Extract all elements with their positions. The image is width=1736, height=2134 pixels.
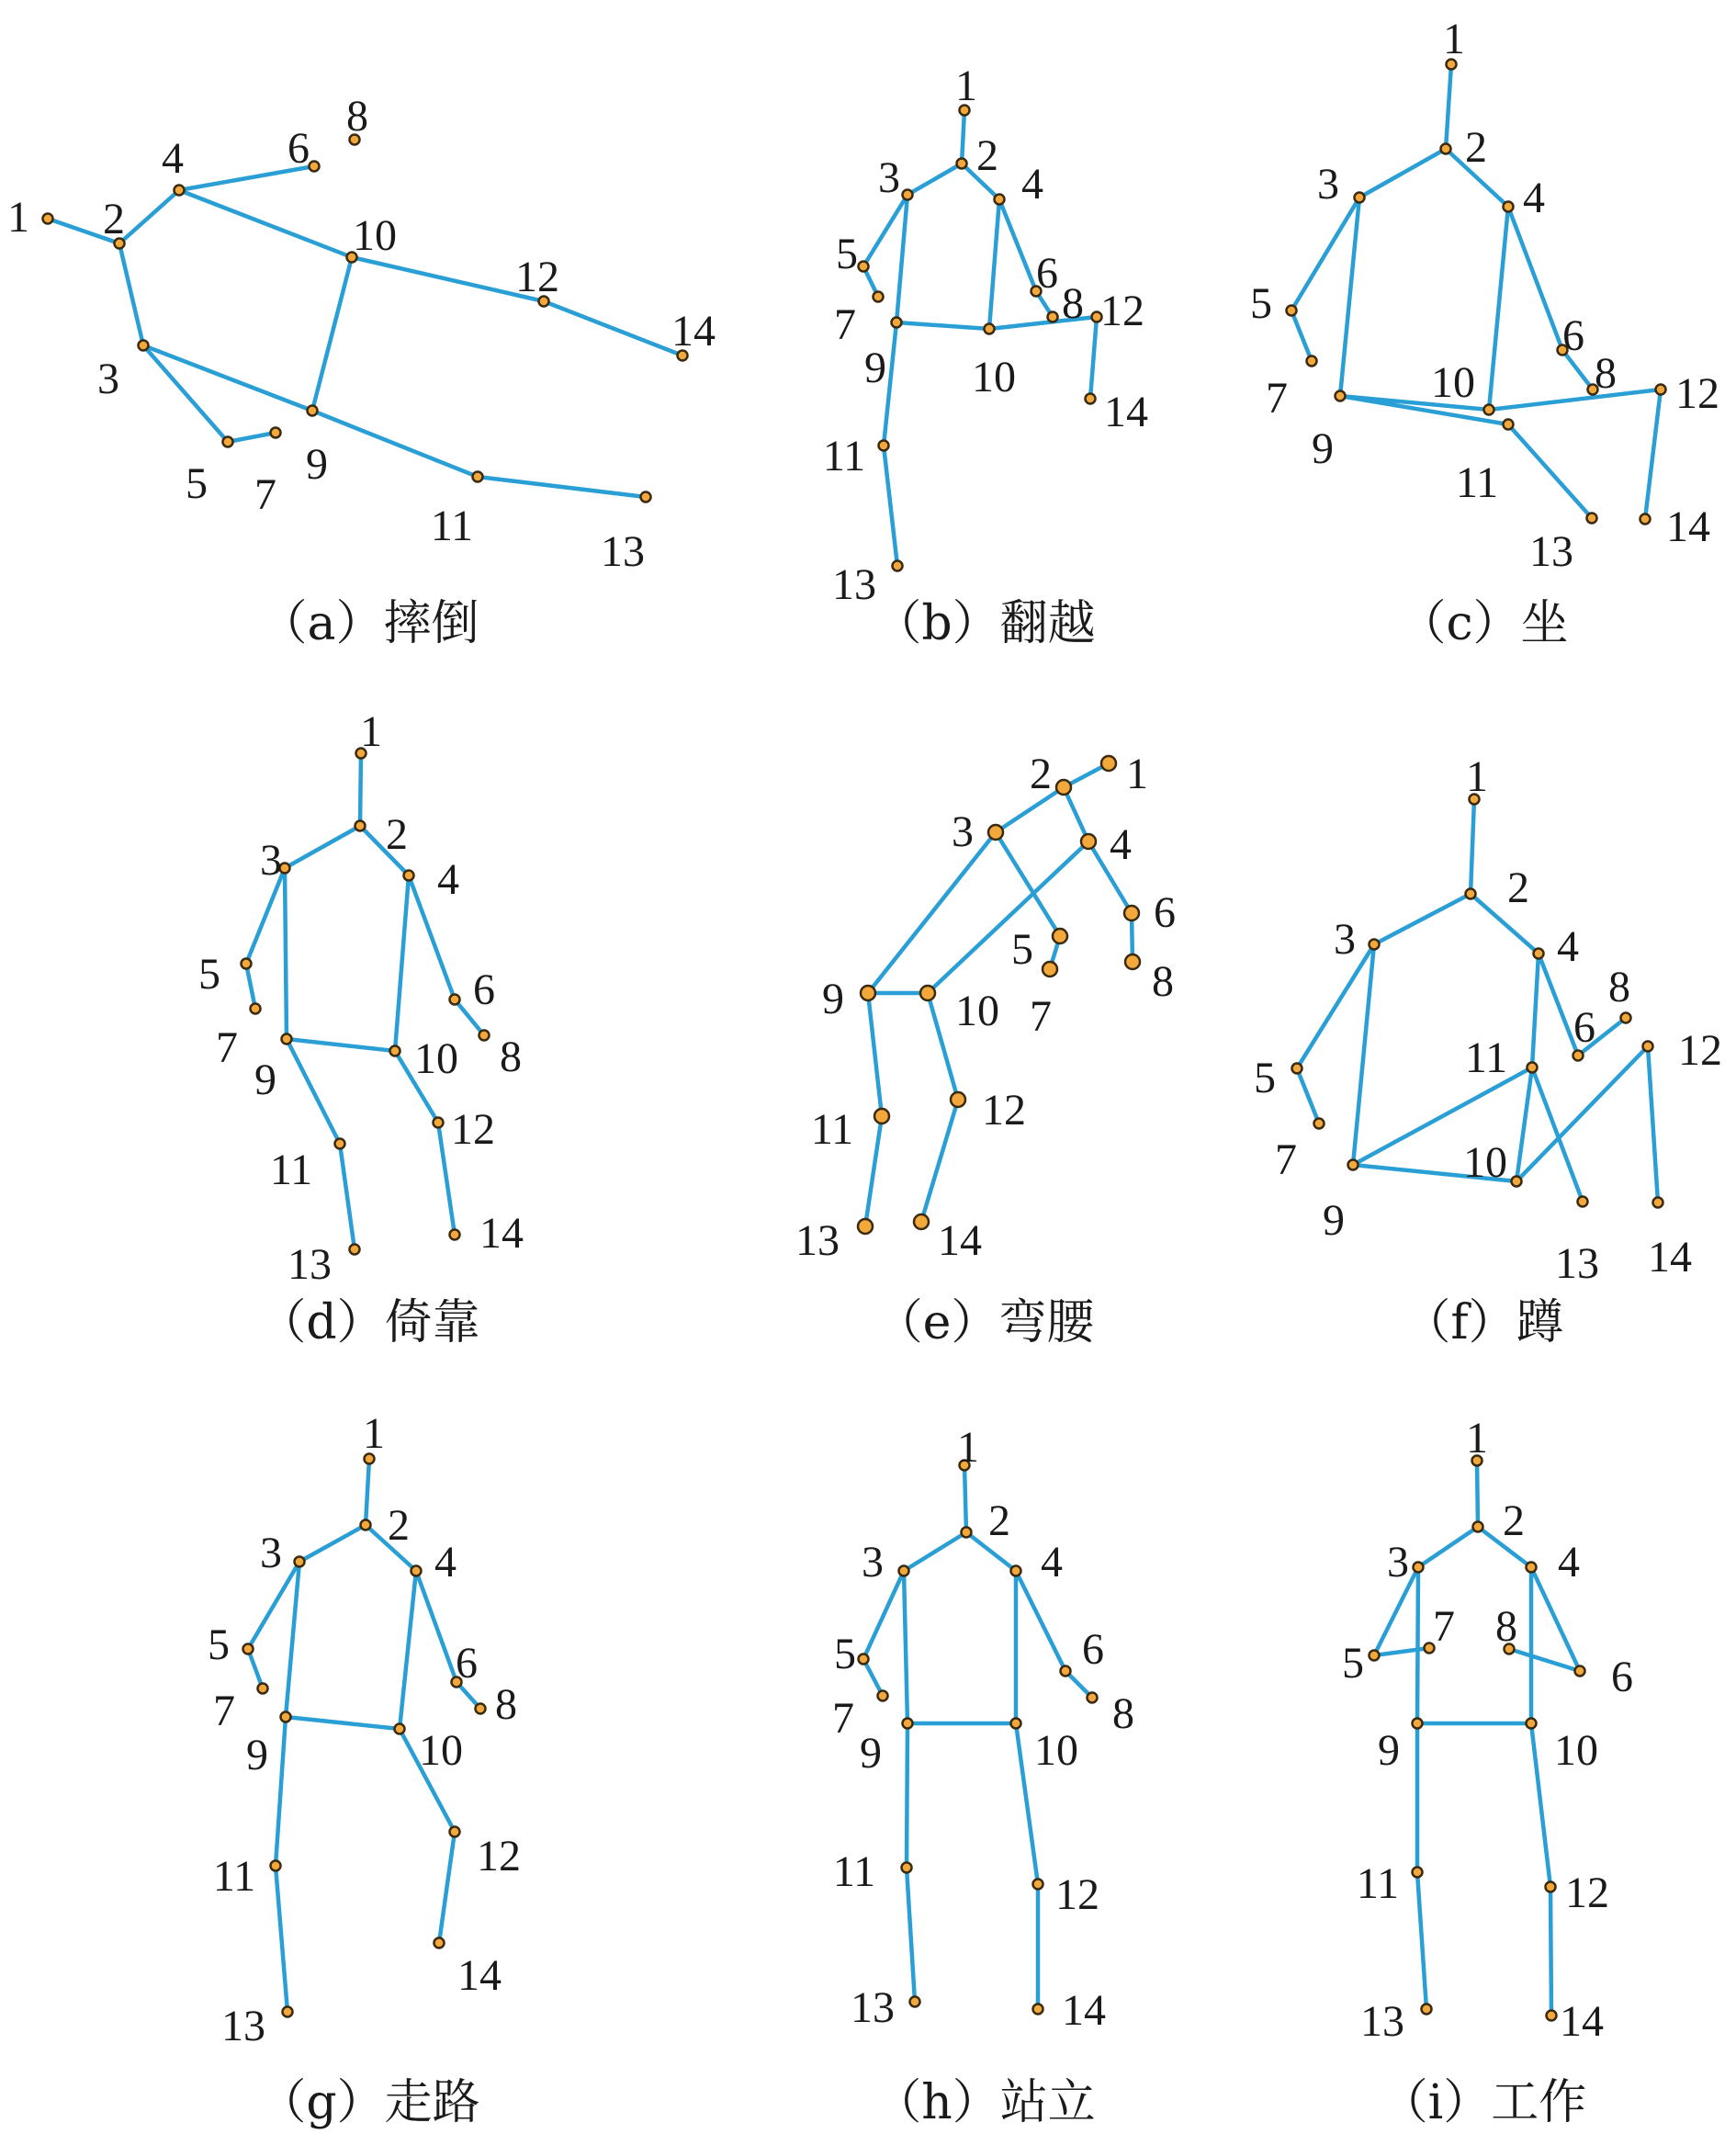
joint-label-g-2: 2 — [388, 1501, 410, 1550]
joint-label-d-12: 12 — [451, 1105, 495, 1154]
caption-c: （c）坐 — [1398, 596, 1569, 651]
joint-label-i-6: 6 — [1611, 1653, 1633, 1701]
joint-label-d-5: 5 — [198, 950, 220, 999]
bone-i-1-2 — [1477, 1461, 1478, 1527]
joint-label-d-10: 10 — [414, 1034, 458, 1083]
joint-label-d-9: 9 — [254, 1056, 276, 1104]
joint-label-e-9: 9 — [822, 975, 844, 1023]
joint-label-a-11: 11 — [430, 502, 474, 550]
joint-i-2 — [1473, 1522, 1483, 1532]
joint-label-a-1: 1 — [7, 193, 29, 242]
joint-label-e-12: 12 — [982, 1086, 1026, 1135]
joint-label-d-11: 11 — [269, 1146, 313, 1194]
joint-label-f-6: 6 — [1573, 1003, 1595, 1052]
joint-label-g-11: 11 — [212, 1852, 256, 1901]
joint-label-c-4: 4 — [1523, 174, 1545, 222]
joint-label-f-13: 13 — [1555, 1239, 1599, 1288]
joint-label-c-2: 2 — [1465, 123, 1487, 172]
joint-i-12 — [1546, 1882, 1556, 1892]
joint-label-c-9: 9 — [1312, 424, 1334, 473]
joint-label-h-6: 6 — [1082, 1625, 1104, 1674]
joint-label-e-2: 2 — [1030, 750, 1052, 798]
joint-label-g-8: 8 — [495, 1680, 517, 1729]
joint-i-14 — [1547, 2011, 1557, 2021]
joint-label-c-8: 8 — [1595, 349, 1617, 398]
joint-i-13 — [1422, 2004, 1432, 2015]
joint-label-d-3: 3 — [260, 836, 282, 885]
joint-label-a-7: 7 — [254, 470, 276, 519]
joint-label-h-14: 14 — [1062, 1986, 1106, 2035]
joint-label-d-4: 4 — [437, 855, 459, 904]
joint-label-h-11: 11 — [832, 1847, 876, 1896]
joint-label-g-3: 3 — [260, 1529, 282, 1577]
joint-label-e-13: 13 — [795, 1216, 840, 1265]
joint-label-h-5: 5 — [834, 1630, 856, 1678]
caption-i: （i）工作 — [1380, 2075, 1587, 2130]
joint-label-g-1: 1 — [363, 1409, 385, 1458]
joint-label-b-5: 5 — [836, 230, 858, 278]
joint-label-e-8: 8 — [1152, 957, 1174, 1006]
joint-label-e-11: 11 — [810, 1105, 854, 1154]
joint-label-b-11: 11 — [822, 432, 866, 480]
joint-label-b-9: 9 — [864, 344, 886, 392]
joint-i-5 — [1370, 1651, 1380, 1661]
joint-label-c-7: 7 — [1266, 374, 1288, 423]
joint-label-c-14: 14 — [1666, 502, 1710, 551]
joint-label-b-13: 13 — [832, 560, 876, 609]
joint-label-f-12: 12 — [1678, 1026, 1722, 1075]
joint-label-b-6: 6 — [1036, 249, 1058, 298]
joint-label-h-1: 1 — [957, 1423, 979, 1472]
joint-label-a-2: 2 — [103, 195, 125, 243]
joint-label-f-9: 9 — [1323, 1196, 1345, 1245]
joint-label-d-13: 13 — [287, 1240, 332, 1289]
caption-g: （g）走路 — [258, 2075, 480, 2130]
joint-label-g-13: 13 — [221, 2002, 265, 2050]
joint-label-f-7: 7 — [1275, 1135, 1297, 1184]
joint-label-h-13: 13 — [851, 1983, 895, 2032]
joint-label-i-11: 11 — [1356, 1859, 1400, 1908]
joint-label-e-6: 6 — [1154, 888, 1176, 937]
joint-label-a-3: 3 — [97, 355, 119, 403]
joint-label-a-10: 10 — [353, 211, 397, 260]
bone-i-10-12 — [1531, 1723, 1550, 1887]
joint-label-i-8: 8 — [1495, 1602, 1517, 1651]
joint-label-i-14: 14 — [1560, 1997, 1604, 2046]
joint-label-a-6: 6 — [287, 124, 310, 173]
joint-label-h-7: 7 — [832, 1694, 854, 1743]
joint-label-a-8: 8 — [346, 92, 368, 141]
joint-i-6 — [1575, 1666, 1585, 1677]
caption-b: （b）翻越 — [874, 596, 1096, 651]
joint-label-f-2: 2 — [1507, 864, 1529, 912]
joint-label-g-7: 7 — [213, 1687, 235, 1735]
joint-label-e-10: 10 — [955, 987, 999, 1035]
joint-label-f-14: 14 — [1648, 1233, 1692, 1282]
joint-label-b-8: 8 — [1062, 279, 1084, 328]
caption-f: （f）蹲 — [1403, 1295, 1564, 1350]
joint-label-g-4: 4 — [434, 1538, 457, 1586]
caption-h: （h）站立 — [874, 2075, 1096, 2130]
joint-label-h-12: 12 — [1055, 1870, 1099, 1919]
bone-i-2-3 — [1418, 1527, 1478, 1567]
joint-label-b-4: 4 — [1021, 160, 1043, 209]
bone-i-5-7 — [1374, 1648, 1429, 1655]
joint-label-h-8: 8 — [1112, 1689, 1134, 1738]
joint-label-a-9: 9 — [306, 440, 328, 489]
joint-label-f-8: 8 — [1608, 963, 1630, 1011]
bone-i-11-13 — [1417, 1872, 1426, 2009]
joint-label-h-10: 10 — [1034, 1726, 1078, 1775]
joint-label-c-11: 11 — [1455, 458, 1499, 507]
joint-label-i-12: 12 — [1565, 1869, 1609, 1917]
joint-label-c-12: 12 — [1675, 369, 1719, 418]
joint-label-b-3: 3 — [878, 153, 900, 202]
joint-label-i-7: 7 — [1433, 1602, 1455, 1651]
joint-label-c-6: 6 — [1562, 311, 1584, 360]
joint-label-a-12: 12 — [515, 253, 559, 301]
joint-label-i-1: 1 — [1466, 1414, 1488, 1462]
joint-label-d-6: 6 — [473, 965, 495, 1014]
joint-label-b-1: 1 — [955, 62, 977, 110]
joint-label-i-4: 4 — [1558, 1538, 1580, 1586]
joint-label-e-4: 4 — [1110, 820, 1132, 869]
joint-label-d-2: 2 — [386, 810, 408, 859]
joint-label-c-3: 3 — [1317, 160, 1339, 209]
joint-label-g-6: 6 — [456, 1639, 478, 1688]
joint-i-4 — [1527, 1563, 1537, 1573]
joint-i-9 — [1413, 1719, 1423, 1729]
joint-label-e-1: 1 — [1126, 750, 1148, 798]
joint-label-h-9: 9 — [860, 1729, 882, 1778]
joint-label-a-13: 13 — [601, 527, 645, 576]
joint-label-e-5: 5 — [1011, 925, 1033, 974]
joint-label-b-12: 12 — [1100, 287, 1144, 335]
joint-label-i-10: 10 — [1554, 1726, 1598, 1775]
joint-label-h-2: 2 — [988, 1496, 1010, 1545]
joint-label-a-14: 14 — [671, 307, 716, 356]
caption-d: （d）倚靠 — [258, 1295, 480, 1350]
joint-label-g-14: 14 — [457, 1951, 502, 2000]
joint-i-11 — [1413, 1868, 1423, 1878]
joint-label-b-2: 2 — [976, 131, 998, 180]
joint-label-g-10: 10 — [419, 1726, 463, 1775]
joint-label-c-10: 10 — [1431, 358, 1475, 407]
joint-label-e-3: 3 — [952, 807, 974, 856]
joint-label-f-11: 11 — [1464, 1033, 1508, 1082]
joint-label-i-13: 13 — [1360, 1997, 1404, 2046]
joint-label-c-1: 1 — [1443, 15, 1465, 63]
bone-i-12-14 — [1550, 1887, 1551, 2015]
joint-label-i-5: 5 — [1342, 1639, 1364, 1688]
joint-label-d-8: 8 — [500, 1033, 522, 1081]
joint-label-e-14: 14 — [938, 1216, 982, 1265]
joint-label-i-2: 2 — [1503, 1496, 1525, 1545]
joint-label-f-1: 1 — [1466, 752, 1488, 801]
joint-i-3 — [1414, 1563, 1424, 1573]
caption-a: （a）摔倒 — [259, 596, 479, 651]
joint-label-g-9: 9 — [246, 1731, 268, 1779]
joint-label-h-3: 3 — [862, 1538, 884, 1586]
joint-label-c-5: 5 — [1250, 279, 1272, 328]
joint-label-f-3: 3 — [1334, 915, 1356, 964]
joint-label-g-12: 12 — [477, 1832, 521, 1880]
joint-label-i-3: 3 — [1387, 1538, 1409, 1586]
joint-label-f-4: 4 — [1557, 922, 1579, 971]
joint-label-c-13: 13 — [1529, 527, 1573, 576]
joint-label-g-5: 5 — [208, 1620, 230, 1669]
joint-label-d-1: 1 — [360, 707, 382, 756]
joint-i-10 — [1527, 1719, 1537, 1729]
caption-e: （e）弯腰 — [874, 1295, 1095, 1350]
joint-label-b-10: 10 — [972, 353, 1016, 401]
joint-label-b-14: 14 — [1104, 388, 1148, 436]
joint-label-d-14: 14 — [479, 1209, 524, 1258]
joint-label-a-4: 4 — [162, 134, 184, 183]
joint-label-b-7: 7 — [834, 300, 856, 349]
joint-label-a-5: 5 — [186, 459, 208, 508]
bone-i-3-9 — [1417, 1567, 1418, 1723]
joint-label-e-7: 7 — [1030, 992, 1052, 1041]
joint-label-f-5: 5 — [1254, 1054, 1276, 1102]
joint-label-i-9: 9 — [1378, 1726, 1400, 1775]
joint-label-d-7: 7 — [216, 1023, 238, 1072]
joint-label-h-4: 4 — [1041, 1538, 1063, 1586]
joint-label-f-10: 10 — [1463, 1138, 1507, 1187]
